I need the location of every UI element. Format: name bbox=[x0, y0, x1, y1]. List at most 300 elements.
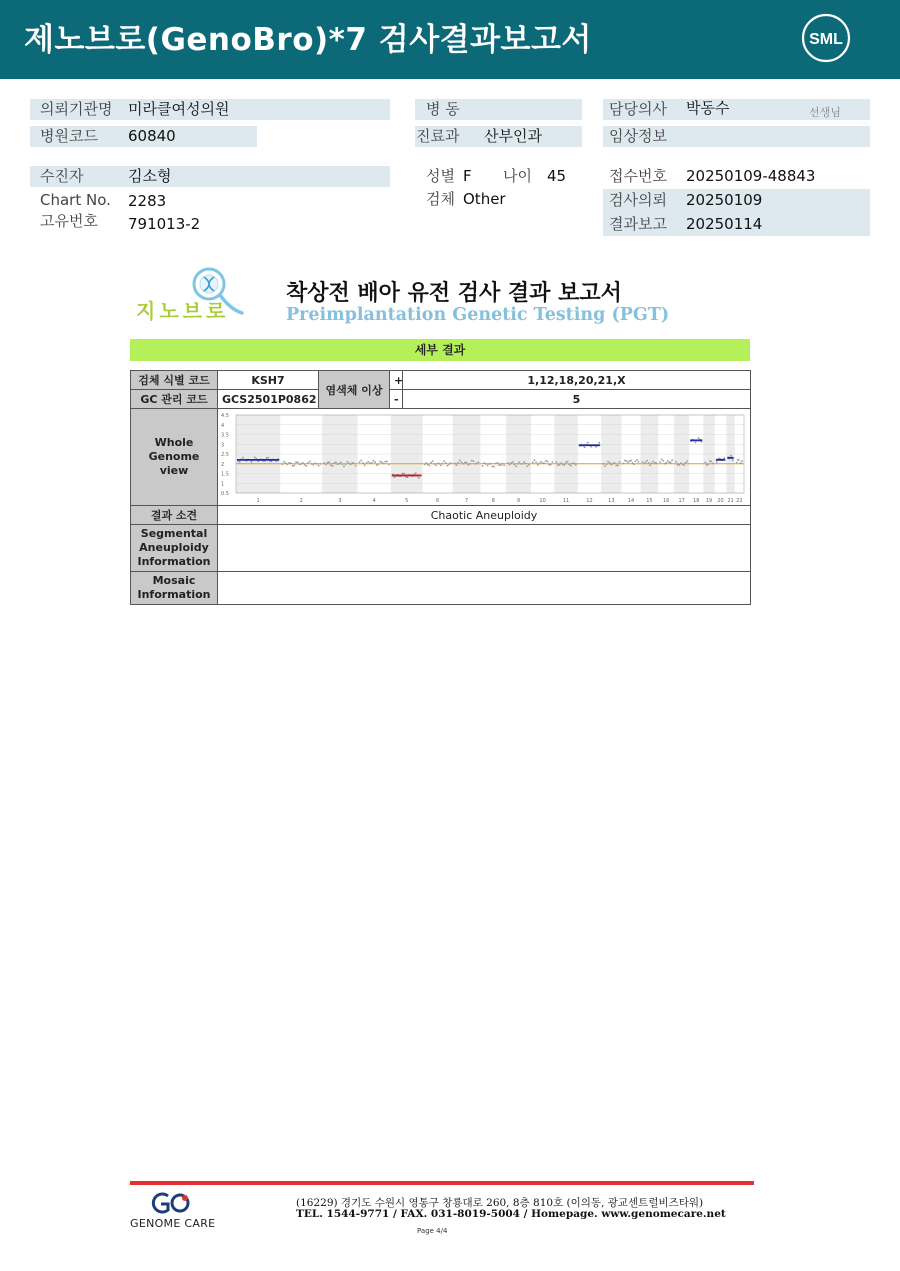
data-point bbox=[712, 463, 714, 465]
data-point bbox=[682, 463, 684, 465]
data-point bbox=[661, 459, 663, 461]
data-point bbox=[288, 462, 290, 464]
data-point bbox=[683, 464, 685, 466]
data-point bbox=[355, 465, 357, 467]
table-row bbox=[131, 572, 751, 605]
data-point bbox=[741, 460, 743, 462]
genome-care-name: GENOME CARE bbox=[130, 1217, 216, 1230]
data-point bbox=[671, 459, 673, 461]
data-point bbox=[448, 464, 450, 466]
x-tick-label: 4 bbox=[372, 498, 376, 504]
genome-view-label: Whole Genome view bbox=[131, 409, 218, 506]
institution-value: 미라클여성의원 bbox=[128, 100, 230, 118]
whole-genome-chart bbox=[218, 409, 750, 505]
chart-no-value: 2283 bbox=[128, 192, 167, 210]
data-point bbox=[623, 463, 625, 465]
data-point bbox=[242, 457, 244, 459]
data-point bbox=[304, 464, 306, 466]
data-point bbox=[360, 460, 362, 462]
data-point bbox=[495, 463, 497, 465]
data-point bbox=[425, 462, 427, 464]
mosaic-value bbox=[218, 572, 751, 605]
data-point bbox=[555, 461, 557, 463]
data-point bbox=[402, 473, 404, 475]
report-title: 착상전 배아 유전 검사 결과 보고서 bbox=[286, 281, 622, 306]
specimen-label: 검체 bbox=[426, 190, 455, 208]
y-tick-label: 0.5 bbox=[221, 491, 229, 497]
specimen-value: Other bbox=[463, 190, 506, 208]
data-point bbox=[659, 461, 661, 463]
data-point bbox=[636, 459, 638, 461]
receipt-label: 접수번호 bbox=[609, 167, 667, 185]
data-point bbox=[635, 460, 637, 462]
data-point bbox=[490, 463, 492, 465]
data-point bbox=[459, 460, 461, 462]
request-label: 검사의뢰 bbox=[609, 191, 667, 209]
data-point bbox=[667, 460, 669, 462]
data-point bbox=[670, 462, 672, 464]
data-point bbox=[497, 462, 499, 464]
y-tick-label: 2.5 bbox=[221, 452, 229, 458]
data-point bbox=[678, 464, 680, 466]
data-point bbox=[587, 442, 589, 444]
data-point bbox=[309, 460, 311, 462]
y-tick-label: 4 bbox=[221, 422, 225, 429]
data-point bbox=[528, 464, 530, 466]
data-point bbox=[283, 461, 285, 463]
data-point bbox=[512, 461, 514, 463]
x-tick-label: 1 bbox=[256, 498, 260, 504]
data-point bbox=[548, 464, 550, 466]
data-point bbox=[662, 460, 664, 462]
data-point bbox=[649, 464, 651, 466]
data-point bbox=[502, 463, 504, 465]
detailed-results-header: 세부 결과 bbox=[130, 339, 750, 361]
data-point bbox=[615, 465, 617, 467]
data-point bbox=[633, 463, 635, 465]
data-point bbox=[685, 462, 687, 464]
data-point bbox=[550, 464, 552, 466]
data-point bbox=[437, 463, 439, 465]
data-point bbox=[337, 463, 339, 465]
data-point bbox=[314, 462, 316, 464]
data-point bbox=[295, 461, 297, 463]
data-point bbox=[488, 463, 490, 465]
doctor-value: 박동수 bbox=[686, 99, 730, 117]
footer-contact: TEL. 1544-9771 / FAX. 031-8019-5004 / Homepage. www.genomecare.net bbox=[296, 1208, 726, 1220]
data-point bbox=[350, 464, 352, 466]
doctor-label: 담당의사 bbox=[609, 100, 667, 118]
data-point bbox=[292, 465, 294, 467]
data-point bbox=[307, 462, 309, 464]
data-point bbox=[665, 462, 667, 464]
data-point bbox=[675, 461, 677, 463]
data-point bbox=[300, 463, 302, 465]
magnifier-dna-icon bbox=[128, 263, 248, 325]
receipt-value: 20250109-48843 bbox=[686, 167, 816, 185]
data-point bbox=[293, 464, 295, 466]
data-point bbox=[442, 463, 444, 465]
genobro-logo bbox=[128, 263, 248, 325]
y-tick-label: 4.5 bbox=[221, 413, 229, 419]
data-point bbox=[478, 461, 480, 463]
patient-name-value: 김소형 bbox=[128, 167, 172, 185]
x-tick-label: 7 bbox=[464, 498, 469, 504]
footer-address: (16229) 경기도 수원시 영통구 창룡대로 260, 8층 810호 (이의동, 광교센트럴비즈타워) bbox=[296, 1197, 704, 1209]
table-row bbox=[131, 525, 751, 572]
data-point bbox=[710, 461, 712, 463]
data-point bbox=[537, 464, 539, 466]
data-point bbox=[540, 461, 542, 463]
data-point bbox=[575, 464, 577, 466]
y-tick-label: 1.5 bbox=[221, 471, 229, 478]
data-point bbox=[695, 442, 697, 444]
data-point bbox=[559, 464, 561, 466]
data-point bbox=[518, 461, 520, 463]
data-point bbox=[305, 465, 307, 467]
table-row bbox=[131, 371, 751, 390]
data-point bbox=[607, 461, 609, 463]
data-point bbox=[482, 465, 484, 467]
data-point bbox=[626, 460, 628, 462]
data-point bbox=[364, 464, 366, 466]
data-point bbox=[686, 460, 688, 462]
segmental-label: Segmental Aneuploidy Information bbox=[131, 525, 218, 572]
data-point bbox=[730, 455, 732, 457]
data-point bbox=[251, 461, 253, 463]
data-point bbox=[454, 462, 456, 464]
data-point bbox=[461, 461, 463, 463]
dept-label: 진료과 bbox=[416, 127, 460, 145]
data-point bbox=[378, 463, 380, 465]
data-point bbox=[341, 463, 343, 465]
data-point bbox=[514, 464, 516, 466]
x-tick-label: 3 bbox=[338, 498, 342, 504]
data-point bbox=[332, 465, 334, 467]
age-value: 45 bbox=[547, 167, 567, 185]
data-point bbox=[376, 464, 378, 466]
data-point bbox=[573, 462, 575, 464]
finding-label: 결과 소견 bbox=[131, 506, 218, 525]
y-tick-label: 2 bbox=[221, 461, 225, 468]
data-point bbox=[346, 461, 348, 463]
data-point bbox=[427, 464, 429, 466]
x-tick-label: 16 bbox=[662, 498, 670, 504]
footer-divider bbox=[130, 1181, 754, 1185]
data-point bbox=[545, 460, 547, 462]
svg-text:지노브로: 지노브로 bbox=[136, 299, 230, 323]
data-point bbox=[627, 461, 629, 463]
data-point bbox=[602, 463, 604, 465]
data-point bbox=[381, 461, 383, 463]
data-point bbox=[311, 463, 313, 465]
mosaic-label: Mosaic Information bbox=[131, 572, 218, 605]
data-point bbox=[498, 464, 500, 466]
data-point bbox=[374, 461, 376, 463]
data-point bbox=[551, 461, 553, 463]
svg-text:SML: SML bbox=[809, 31, 843, 48]
uid-label: 고유번호 bbox=[40, 212, 98, 230]
sample-id-label: 검체 식별 코드 bbox=[131, 371, 218, 390]
data-point bbox=[435, 464, 437, 466]
x-tick-label: 20 bbox=[717, 498, 724, 504]
hospital-code-value: 60840 bbox=[128, 127, 176, 145]
age-label: 나이 bbox=[503, 167, 532, 185]
data-point bbox=[345, 463, 347, 465]
data-point bbox=[732, 459, 734, 461]
data-point bbox=[328, 461, 330, 463]
report-header bbox=[0, 0, 900, 79]
data-point bbox=[351, 462, 353, 464]
data-point bbox=[366, 462, 368, 464]
data-point bbox=[327, 462, 329, 464]
data-point bbox=[302, 462, 304, 464]
data-point bbox=[564, 464, 566, 466]
data-point bbox=[285, 462, 287, 464]
data-point bbox=[698, 437, 700, 439]
data-point bbox=[466, 462, 468, 464]
data-point bbox=[424, 463, 426, 465]
data-point bbox=[312, 464, 314, 466]
data-point bbox=[476, 463, 478, 465]
sml-logo-icon bbox=[800, 12, 852, 64]
x-tick-label: 5 bbox=[405, 498, 409, 504]
data-point bbox=[570, 465, 572, 467]
data-point bbox=[362, 462, 364, 464]
data-point bbox=[379, 461, 381, 463]
report-subtitle: Preimplantation Genetic Testing (PGT) bbox=[286, 305, 670, 325]
sample-id-value: KSH7 bbox=[218, 371, 319, 390]
data-point bbox=[507, 462, 509, 464]
x-tick-label: 14 bbox=[627, 498, 635, 504]
data-point bbox=[680, 462, 682, 464]
data-point bbox=[386, 461, 388, 463]
x-tick-label: 19 bbox=[705, 498, 713, 504]
data-point bbox=[438, 463, 440, 465]
data-point bbox=[645, 461, 647, 463]
name-row-bg bbox=[30, 166, 390, 187]
data-point bbox=[367, 461, 369, 463]
x-tick-label: 10 bbox=[539, 498, 546, 504]
data-point bbox=[340, 461, 342, 463]
table-row bbox=[131, 409, 751, 506]
data-point bbox=[462, 463, 464, 465]
data-point bbox=[515, 465, 517, 467]
data-point bbox=[485, 463, 487, 465]
data-point bbox=[239, 461, 241, 463]
x-tick-label: 6 bbox=[436, 498, 440, 504]
data-point bbox=[493, 466, 495, 468]
x-tick-label: 15 bbox=[646, 498, 653, 504]
report-date-label: 결과보고 bbox=[609, 215, 667, 233]
sex-label: 성별 bbox=[426, 167, 455, 185]
data-point bbox=[383, 462, 385, 464]
data-point bbox=[503, 465, 505, 467]
data-point bbox=[595, 446, 597, 448]
data-point bbox=[338, 463, 340, 465]
doctor-suffix: 선생님 bbox=[809, 106, 841, 119]
genome-view-cell bbox=[218, 409, 751, 506]
data-point bbox=[565, 461, 567, 463]
chart-no-label: Chart No. bbox=[40, 191, 111, 209]
x-tick-label: 2 bbox=[299, 498, 303, 504]
x-tick-label: 11 bbox=[562, 498, 570, 504]
data-point bbox=[403, 473, 405, 475]
data-point bbox=[655, 462, 657, 464]
data-point bbox=[706, 464, 708, 466]
x-tick-label: 9 bbox=[516, 498, 521, 504]
data-point bbox=[547, 461, 549, 463]
data-point bbox=[612, 463, 614, 465]
data-point bbox=[297, 461, 299, 463]
data-point bbox=[651, 462, 653, 464]
loss-sign: - bbox=[390, 390, 403, 409]
data-point bbox=[609, 462, 611, 464]
data-point bbox=[584, 446, 586, 448]
data-point bbox=[281, 463, 283, 465]
data-point bbox=[492, 466, 494, 468]
table-row bbox=[131, 390, 751, 409]
data-point bbox=[632, 462, 634, 464]
data-point bbox=[299, 464, 301, 466]
data-point bbox=[542, 462, 544, 464]
request-value: 20250109 bbox=[686, 191, 763, 209]
data-point bbox=[266, 457, 268, 459]
data-point bbox=[532, 462, 534, 464]
data-point bbox=[418, 477, 420, 479]
gc-code-label: GC 관리 코드 bbox=[131, 390, 218, 409]
data-point bbox=[736, 462, 738, 464]
data-point bbox=[646, 460, 648, 462]
data-point bbox=[372, 460, 374, 462]
table-row bbox=[131, 506, 751, 525]
data-point bbox=[333, 462, 335, 464]
data-point bbox=[716, 461, 718, 463]
data-point bbox=[457, 462, 459, 464]
x-tick-label: 17 bbox=[678, 498, 685, 504]
data-point bbox=[648, 462, 650, 464]
page-number: Page 4/4 bbox=[417, 1227, 448, 1235]
data-point bbox=[738, 459, 740, 461]
data-point bbox=[348, 462, 350, 464]
data-point bbox=[572, 463, 574, 465]
data-point bbox=[450, 462, 452, 464]
data-point bbox=[319, 463, 321, 465]
data-point bbox=[316, 463, 318, 465]
data-point bbox=[323, 462, 325, 464]
data-point bbox=[369, 462, 371, 464]
hospital-code-label: 병원코드 bbox=[40, 127, 98, 145]
data-point bbox=[526, 465, 528, 467]
data-point bbox=[560, 462, 562, 464]
data-point bbox=[704, 461, 706, 463]
segmental-value bbox=[218, 525, 751, 572]
data-point bbox=[469, 463, 471, 465]
data-point bbox=[415, 472, 417, 474]
data-point bbox=[343, 465, 345, 467]
data-point bbox=[359, 461, 361, 463]
finding-value: Chaotic Aneuploidy bbox=[218, 506, 751, 525]
data-point bbox=[407, 476, 409, 478]
x-tick-label: 22 bbox=[736, 498, 743, 504]
data-point bbox=[510, 462, 512, 464]
data-point bbox=[619, 461, 621, 463]
data-point bbox=[723, 457, 725, 459]
data-point bbox=[353, 462, 355, 464]
patient-name-label: 수진자 bbox=[40, 167, 84, 185]
data-point bbox=[487, 464, 489, 466]
data-point bbox=[371, 462, 373, 464]
data-point bbox=[562, 464, 564, 466]
data-point bbox=[610, 464, 612, 466]
data-point bbox=[614, 462, 616, 464]
data-point bbox=[445, 462, 447, 464]
x-tick-label: 18 bbox=[693, 498, 700, 504]
data-point bbox=[388, 463, 390, 465]
data-point bbox=[520, 463, 522, 465]
data-point bbox=[440, 464, 442, 466]
data-point bbox=[522, 463, 524, 465]
gc-code-value: GCS2501P0862 bbox=[218, 390, 319, 409]
data-point bbox=[523, 461, 525, 463]
data-point bbox=[254, 457, 256, 459]
x-tick-label: 8 bbox=[491, 498, 495, 504]
data-point bbox=[325, 463, 327, 465]
data-point bbox=[525, 463, 527, 465]
data-point bbox=[535, 461, 537, 463]
data-point bbox=[654, 462, 656, 464]
data-point bbox=[534, 459, 536, 461]
y-tick-label: 1 bbox=[221, 481, 225, 488]
x-tick-label: 12 bbox=[586, 498, 593, 504]
data-point bbox=[433, 463, 435, 465]
uid-value: 791013-2 bbox=[128, 215, 201, 233]
abnormal-label: 염색체 이상 bbox=[319, 371, 390, 409]
data-point bbox=[286, 464, 288, 466]
data-point bbox=[330, 464, 332, 466]
data-point bbox=[652, 460, 654, 462]
data-point bbox=[467, 464, 469, 466]
data-point bbox=[471, 460, 473, 462]
data-point bbox=[606, 464, 608, 466]
data-point bbox=[740, 462, 742, 464]
x-tick-label: 13 bbox=[608, 498, 615, 504]
data-point bbox=[642, 461, 644, 463]
data-point bbox=[474, 463, 476, 465]
data-point bbox=[318, 465, 320, 467]
data-point bbox=[472, 460, 474, 462]
data-point bbox=[384, 461, 386, 463]
data-point bbox=[500, 464, 502, 466]
data-point bbox=[643, 463, 645, 465]
ward-label: 병 동 bbox=[426, 100, 460, 118]
report-date-value: 20250114 bbox=[686, 215, 763, 233]
data-point bbox=[443, 460, 445, 462]
data-point bbox=[638, 461, 640, 463]
data-point bbox=[393, 476, 395, 478]
data-point bbox=[446, 465, 448, 467]
gain-sign: + bbox=[390, 371, 403, 390]
data-point bbox=[464, 461, 466, 463]
y-tick-label: 3.5 bbox=[221, 432, 229, 439]
data-point bbox=[455, 464, 457, 466]
institution-label: 의뢰기관명 bbox=[40, 100, 113, 118]
data-point bbox=[677, 464, 679, 466]
data-point bbox=[543, 462, 545, 464]
data-point bbox=[604, 465, 606, 467]
data-point bbox=[557, 464, 559, 466]
report-header-title: 제노브로(GenoBro)*7 검사결과보고서 bbox=[24, 22, 592, 58]
